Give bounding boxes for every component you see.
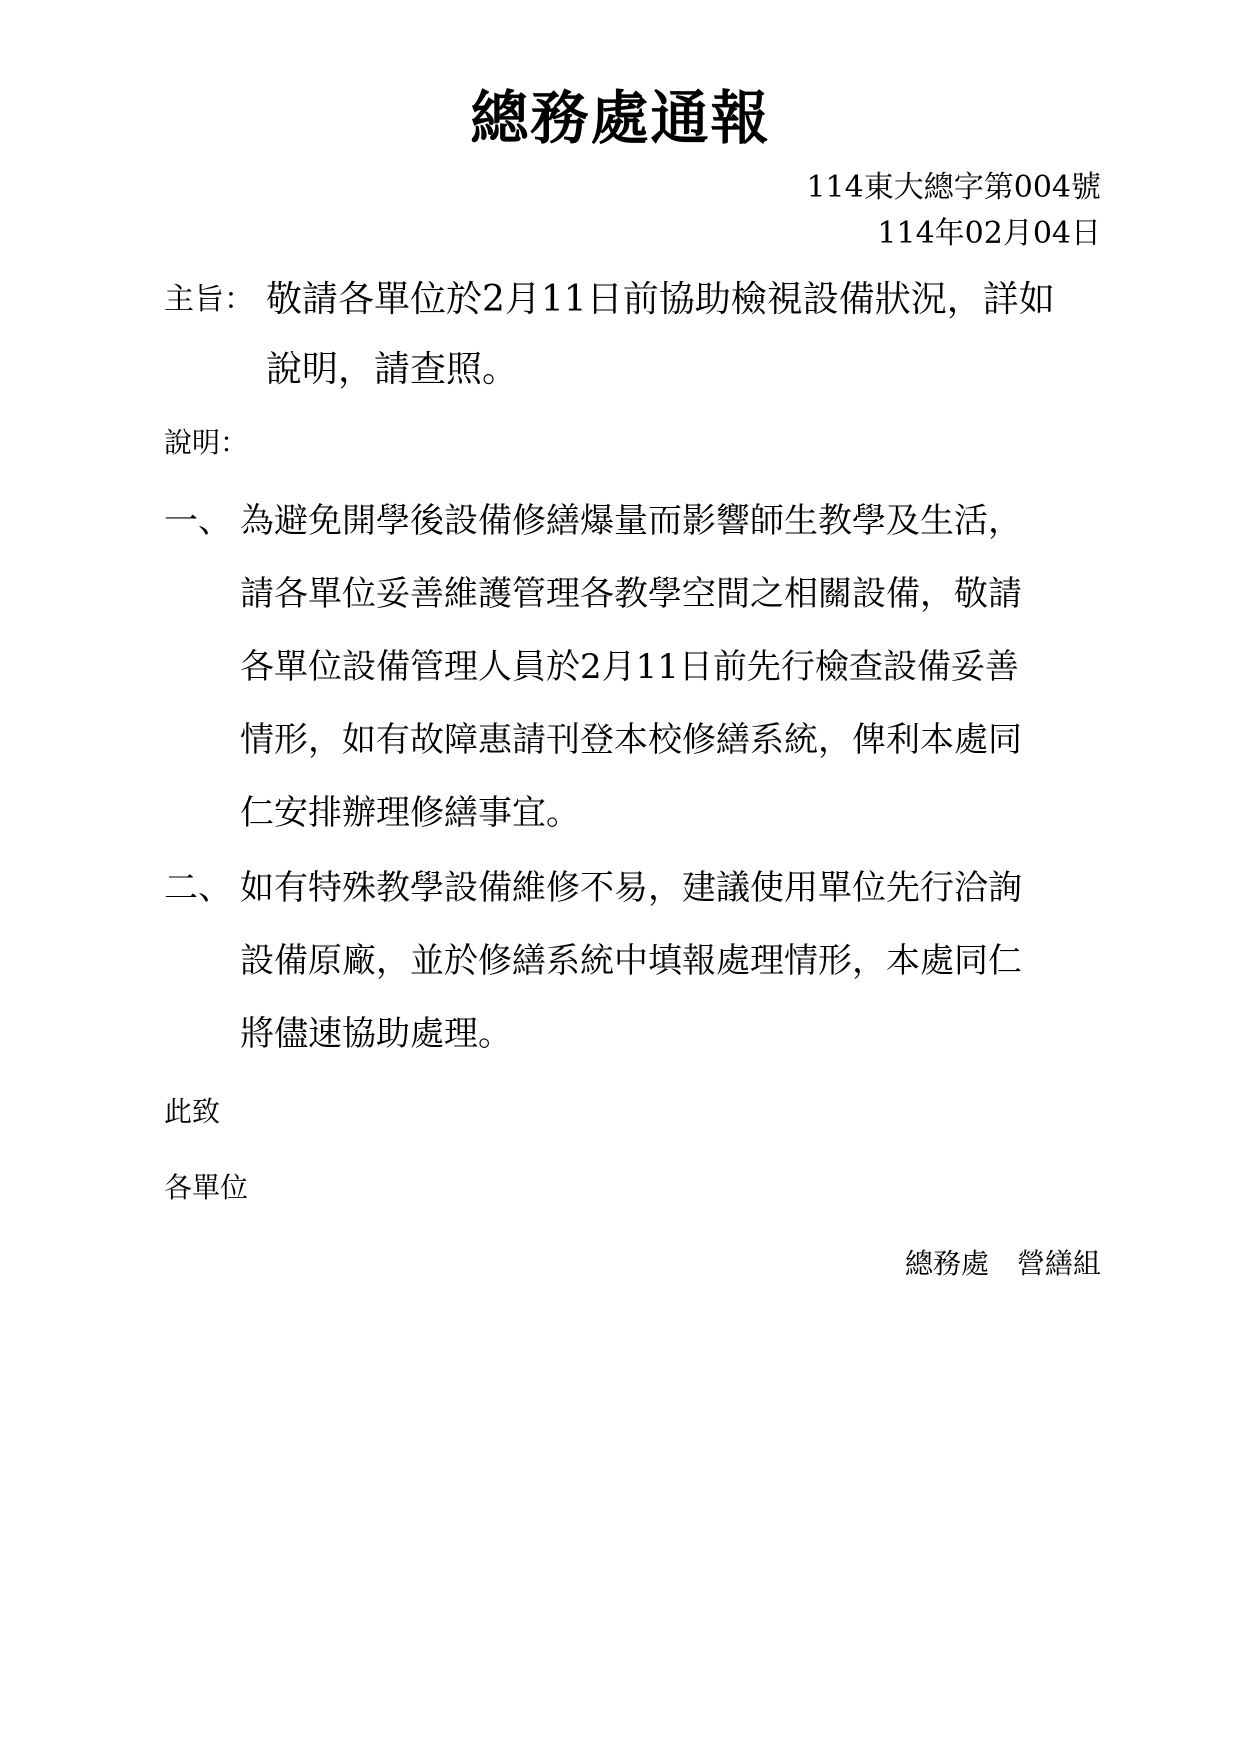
item-line: 將儘速協助處理。 bbox=[240, 1014, 512, 1054]
closing-salutation: 此致 bbox=[164, 1095, 221, 1128]
document-title: 總務處通報 bbox=[470, 84, 771, 152]
item-line: 為避免開學後設備修繕爆量而影響師生教學及生活， bbox=[240, 501, 1022, 541]
item-marker: 二、 bbox=[164, 868, 232, 908]
subject-line: 敬請各單位於2月11日前協助檢視設備狀況，詳如 bbox=[266, 279, 1055, 320]
subject-label: 主旨： bbox=[164, 282, 254, 317]
document-number: 114東大總字第004號 bbox=[806, 170, 1101, 205]
item-line: 仁安排辦理修繕事宜。 bbox=[240, 793, 580, 833]
description-label: 說明： bbox=[164, 426, 249, 459]
item-line: 各單位設備管理人員於2月11日前先行檢查設備妥善 bbox=[240, 647, 1019, 687]
item-line: 情形，如有故障惠請刊登本校修繕系統，俾利本處同 bbox=[240, 720, 1022, 760]
subject-line: 說明，請查照。 bbox=[266, 349, 519, 390]
document-date: 114年02月04日 bbox=[877, 216, 1101, 251]
item-line: 如有特殊教學設備維修不易，建議使用單位先行洽詢 bbox=[240, 868, 1022, 908]
item-marker: 一、 bbox=[164, 501, 232, 541]
closing-recipient: 各單位 bbox=[164, 1171, 249, 1204]
item-line: 請各單位妥善維護管理各教學空間之相關設備，敬請 bbox=[240, 574, 1022, 614]
signature: 總務處 營繕組 bbox=[904, 1247, 1101, 1280]
item-line: 設備原廠，並於修繕系統中填報處理情形，本處同仁 bbox=[240, 941, 1022, 981]
